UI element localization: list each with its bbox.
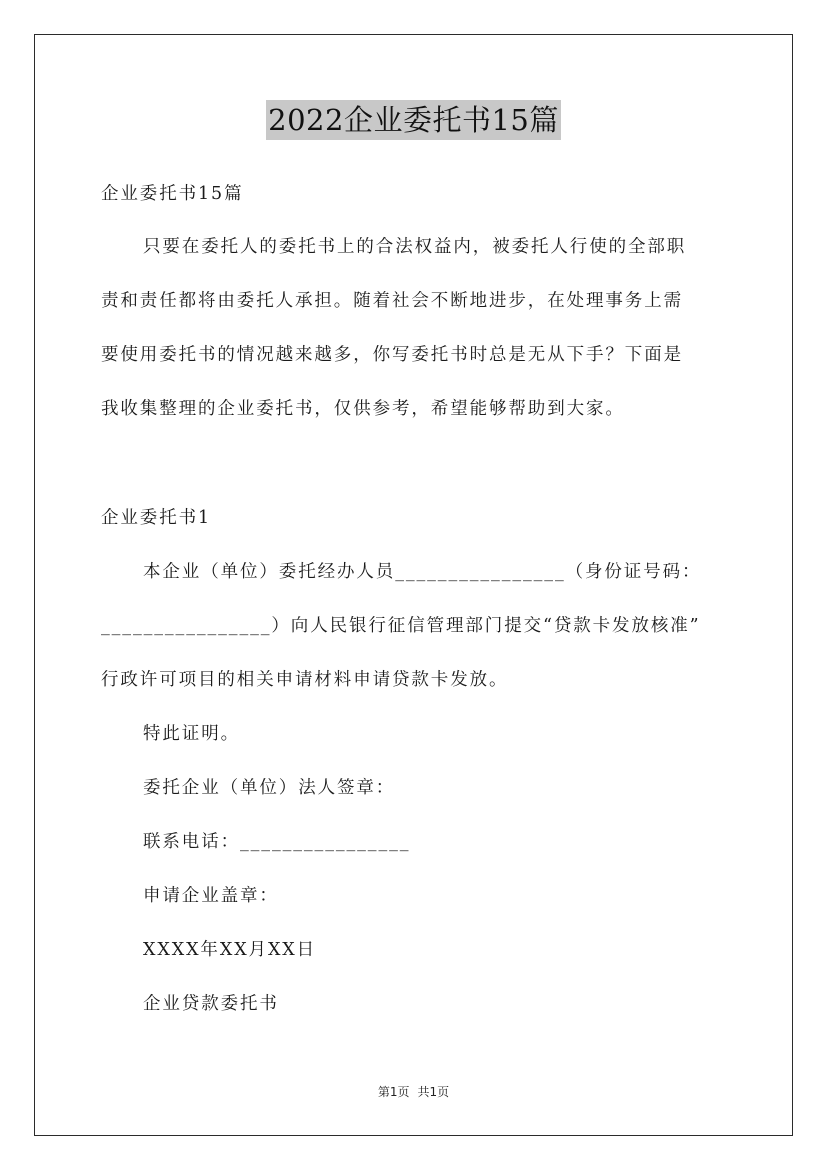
intro-line-2: 责和责任都将由委托人承担。随着社会不断地进步，在处理事务上需 xyxy=(101,291,683,311)
page-total: 共1页 xyxy=(417,1085,450,1099)
document-title: 2022企业委托书15篇 xyxy=(266,100,561,140)
title-container xyxy=(0,100,827,140)
certify-text: 特此证明。 xyxy=(143,724,240,744)
page-footer xyxy=(0,1083,827,1101)
intro-line-1: 只要在委托人的委托书上的合法权益内，被委托人行使的全部职 xyxy=(143,237,687,257)
date-line: XXXX年XX月XX日 xyxy=(143,940,317,960)
intro-line-4: 我收集整理的企业委托书，仅供参考，希望能够帮助到大家。 xyxy=(101,399,625,419)
intro-line-3: 要使用委托书的情况越来越多，你写委托书时总是无从下手？下面是 xyxy=(101,345,683,365)
seal-label: 申请企业盖章： xyxy=(143,886,279,906)
body-line-1: 本企业（单位）委托经办人员________________（身份证号码： xyxy=(143,562,702,582)
page-number: 第1页 xyxy=(377,1085,410,1099)
body-line-3: 行政许可项目的相关申请材料申请贷款卡发放。 xyxy=(101,670,509,690)
phone-label: 联系电话：________________ xyxy=(143,832,411,852)
signature-label: 委托企业（单位）法人签章： xyxy=(143,778,396,798)
section-heading: 企业委托书1 xyxy=(101,508,212,528)
next-section-heading: 企业贷款委托书 xyxy=(143,994,279,1014)
body-line-2: ________________）向人民银行征信管理部门提交“贷款卡发放核准” xyxy=(101,616,701,636)
document-subtitle: 企业委托书15篇 xyxy=(101,184,244,204)
